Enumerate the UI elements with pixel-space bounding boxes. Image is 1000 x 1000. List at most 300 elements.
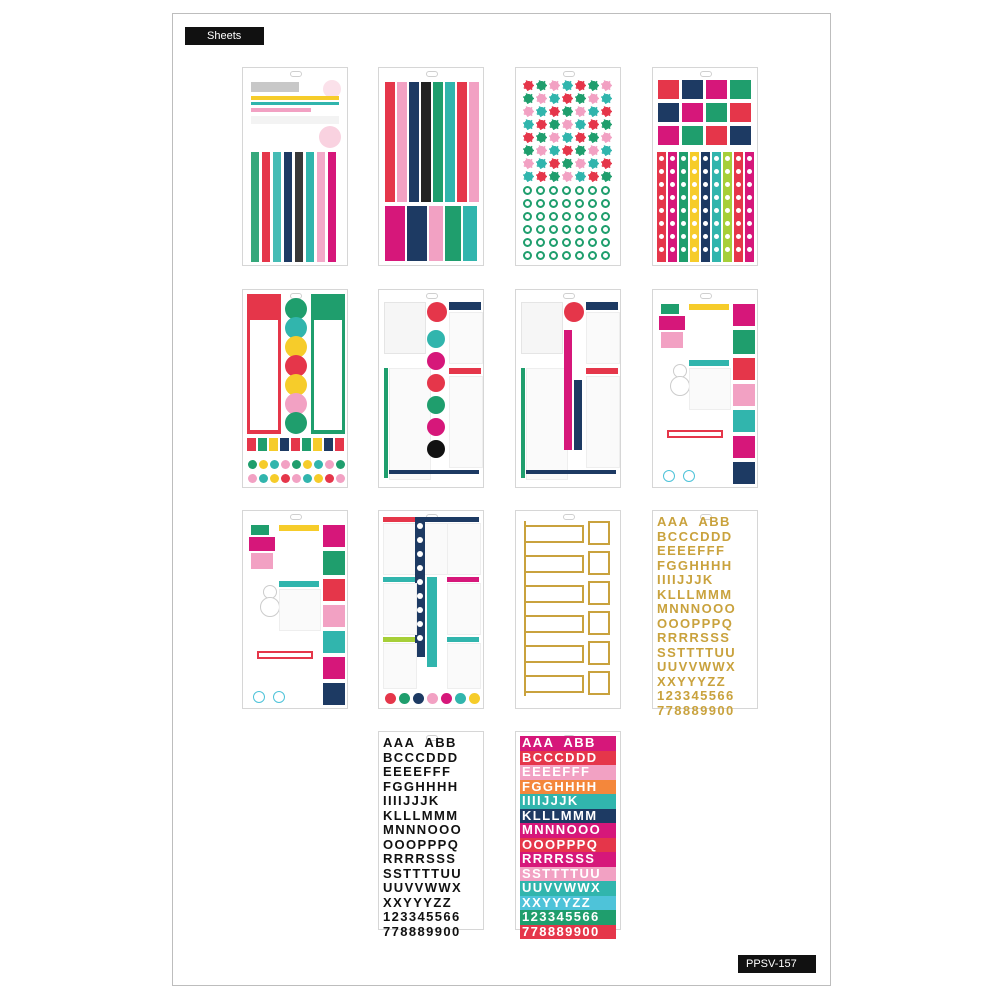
sticker-sheet-color-alphabet (515, 731, 621, 939)
alphabet-row: EEEEFFF (520, 765, 616, 780)
hang-hole (563, 293, 575, 299)
sticker-shape (549, 119, 560, 130)
sticker-shape (714, 195, 719, 200)
sticker-shape (384, 302, 426, 354)
alphabet-row: AAA ABB (520, 736, 616, 751)
sticker-shape (747, 247, 752, 252)
sticker-shape (295, 152, 303, 262)
sticker-shape (469, 82, 479, 202)
sticker-shape (306, 152, 314, 262)
sticker-shape (427, 693, 438, 704)
sticker-shape (588, 238, 597, 247)
alphabet-row: 778889900 (383, 923, 461, 939)
sticker-shape (562, 251, 571, 260)
sticker-shape (270, 460, 279, 469)
sticker-shape (399, 693, 410, 704)
sticker-shape (736, 208, 741, 213)
sticker-shape (703, 156, 708, 161)
sticker-shape (323, 525, 345, 547)
sticker-shape (447, 637, 479, 642)
sticker-shape (523, 93, 534, 104)
sticker-shape (714, 221, 719, 226)
sticker-shape (725, 208, 730, 213)
sticker-shape (447, 523, 481, 575)
sticker-shape (747, 208, 752, 213)
sticker-shape (427, 330, 445, 348)
sticker-shape (521, 302, 563, 354)
sticker-shape (417, 593, 423, 599)
sticker-shape (335, 438, 344, 451)
sticker-shape (601, 225, 610, 234)
sticker-shape (714, 156, 719, 161)
sticker-shape (692, 195, 697, 200)
sticker-shape (601, 80, 612, 91)
alphabet-row: AAA ABB (657, 514, 731, 529)
sticker-shape (417, 551, 423, 557)
sticker-shape (689, 368, 731, 410)
sticker-shape (692, 221, 697, 226)
alphabet-row: UUVVWWX (657, 659, 737, 674)
sticker-shape (455, 693, 466, 704)
sticker-shape (250, 320, 278, 430)
sku-label (738, 955, 816, 973)
sticker-shape (251, 116, 339, 124)
sticker-shape (564, 302, 584, 322)
sticker-shape (445, 82, 455, 202)
sticker-shape (601, 145, 612, 156)
sticker-shape (433, 82, 443, 202)
alphabet-block (383, 736, 479, 939)
sticker-shape (681, 195, 686, 200)
sticker-shape (457, 82, 467, 202)
sticker-shape (549, 225, 558, 234)
sticker-shape (523, 80, 534, 91)
sticker-shape (526, 368, 568, 480)
sticker-shape (575, 93, 586, 104)
sticker-shape (251, 108, 311, 112)
sticker-shape (284, 152, 292, 262)
sticker-shape (730, 126, 751, 145)
sticker-shape (251, 152, 259, 262)
sticker-sheet-holiday-budget (242, 289, 348, 488)
sticker-shape (417, 523, 423, 529)
sticker-shape (575, 171, 586, 182)
sticker-shape (733, 410, 755, 432)
sticker-shape (562, 119, 573, 130)
alphabet-row: 778889900 (657, 702, 735, 718)
sticker-shape (526, 470, 616, 474)
sticker-shape (251, 525, 269, 535)
sticker-shape (682, 80, 703, 99)
sticker-shape (588, 551, 610, 575)
sticker-shape (586, 302, 618, 310)
sticker-shape (285, 412, 307, 434)
sticker-shape (588, 212, 597, 221)
sticker-shape (601, 132, 612, 143)
sticker-shape (417, 565, 423, 571)
sticker-shape (417, 607, 423, 613)
sticker-shape (536, 132, 547, 143)
sticker-shape (323, 579, 345, 601)
sticker-shape (279, 525, 319, 531)
sticker-shape (670, 156, 675, 161)
sticker-shape (588, 251, 597, 260)
sticker-shape (407, 206, 427, 261)
alphabet-row: OOOPPPQ (657, 615, 734, 631)
sticker-shape (575, 119, 586, 130)
sticker-shape (703, 208, 708, 213)
sticker-shape (259, 460, 268, 469)
sticker-shape (292, 474, 301, 483)
sticker-shape (575, 145, 586, 156)
hang-hole (290, 514, 302, 520)
sticker-shape (549, 199, 558, 208)
hang-hole (426, 71, 438, 77)
sticker-shape (736, 234, 741, 239)
sticker-shape (730, 80, 751, 99)
sticker-shape (747, 195, 752, 200)
sticker-shape (725, 234, 730, 239)
sticker-shape (383, 517, 415, 522)
sticker-shape (659, 182, 664, 187)
hang-hole (700, 293, 712, 299)
sticker-shape (247, 438, 256, 451)
sticker-shape (562, 93, 573, 104)
alphabet-row: OOOPPPQ (520, 838, 616, 853)
sticker-shape (659, 247, 664, 252)
sticker-sheet-snowman-boxes (652, 289, 758, 488)
sticker-shape (562, 145, 573, 156)
sticker-shape (562, 186, 571, 195)
sticker-shape (588, 119, 599, 130)
sticker-shape (281, 460, 290, 469)
sticker-shape (730, 103, 751, 122)
sticker-shape (670, 234, 675, 239)
sticker-shape (447, 577, 479, 582)
sticker-shape (262, 152, 270, 262)
sticker-shape (389, 368, 431, 480)
alphabet-row: SSTTTTUU (657, 644, 737, 660)
sticker-shape (269, 438, 278, 451)
sticker-shape (273, 691, 285, 703)
sticker-shape (670, 221, 675, 226)
sticker-shape (323, 657, 345, 679)
sticker-shape (588, 171, 599, 182)
sticker-shape (588, 671, 610, 695)
sticker-shape (681, 182, 686, 187)
sticker-shape (281, 474, 290, 483)
alphabet-row: KLLLMMM (383, 807, 459, 823)
sticker-shape (251, 553, 273, 569)
sticker-shape (601, 119, 612, 130)
sticker-shape (736, 195, 741, 200)
sticker-shape (659, 221, 664, 226)
sticker-shape (706, 126, 727, 145)
sticker-shape (536, 80, 547, 91)
sticker-shape (703, 247, 708, 252)
sticker-shape (536, 106, 547, 117)
sticker-shape (313, 438, 322, 451)
sticker-shape (601, 171, 612, 182)
sticker-shape (658, 126, 679, 145)
sticker-shape (383, 637, 415, 642)
sticker-shape (588, 132, 599, 143)
alphabet-row: MNNNOOO (520, 823, 616, 838)
sticker-shape (575, 212, 584, 221)
sticker-shape (706, 80, 727, 99)
sticker-shape (427, 374, 445, 392)
sticker-shape (681, 169, 686, 174)
sticker-shape (659, 169, 664, 174)
hang-hole (563, 514, 575, 520)
sticker-shape (588, 186, 597, 195)
alphabet-row: BCCCDDD (657, 528, 733, 544)
sticker-shape (314, 320, 342, 430)
sticker-shape (658, 103, 679, 122)
alphabet-row: IIIIJJJK (657, 572, 714, 587)
sticker-shape (524, 521, 526, 696)
sticker-shape (714, 247, 719, 252)
alphabet-row: UUVVWWX (520, 881, 616, 896)
alphabet-row: KLLLMMM (520, 809, 616, 824)
sticker-shape (586, 376, 620, 468)
sticker-shape (564, 330, 572, 450)
sticker-shape (588, 158, 599, 169)
alphabet-row: 123345566 (383, 909, 461, 924)
sticker-shape (523, 158, 534, 169)
sticker-shape (670, 376, 690, 396)
sticker-shape (549, 251, 558, 260)
sticker-shape (427, 577, 437, 667)
sticker-shape (562, 106, 573, 117)
sticker-shape (588, 199, 597, 208)
sticker-shape (523, 225, 532, 234)
sticker-shape (549, 171, 560, 182)
sticker-shape (385, 206, 405, 261)
alphabet-row: 778889900 (520, 925, 616, 940)
sticker-shape (536, 145, 547, 156)
hang-hole (290, 71, 302, 77)
sticker-shape (449, 312, 483, 364)
sticker-shape (249, 537, 275, 551)
sticker-shape (445, 206, 461, 261)
sticker-sheet-black-alphabet (378, 731, 484, 939)
sticker-shape (692, 208, 697, 213)
sticker-shape (586, 368, 618, 374)
sticker-shape (736, 156, 741, 161)
sticker-shape (670, 195, 675, 200)
sticker-shape (681, 156, 686, 161)
sticker-shape (562, 158, 573, 169)
sticker-shape (523, 199, 532, 208)
sticker-shape (383, 577, 415, 582)
sticker-shape (601, 238, 610, 247)
sticker-shape (253, 691, 265, 703)
alphabet-block (657, 515, 753, 718)
sticker-shape (681, 234, 686, 239)
sticker-shape (689, 360, 729, 366)
sticker-shape (317, 152, 325, 262)
sticker-shape (692, 247, 697, 252)
sticker-shape (692, 182, 697, 187)
sticker-shape (681, 221, 686, 226)
sticker-shape (449, 302, 481, 310)
sticker-shape (260, 597, 280, 617)
sticker-shape (733, 436, 755, 458)
sticker-shape (524, 615, 584, 633)
alphabet-row: OOOPPPQ (383, 836, 460, 852)
sticker-shape (692, 234, 697, 239)
sticker-shape (733, 462, 755, 484)
sticker-sheet-peppermint-dots (515, 67, 621, 266)
sticker-shape (588, 521, 610, 545)
sticker-shape (588, 641, 610, 665)
alphabet-row: SSTTTTUU (383, 865, 463, 881)
sticker-shape (417, 579, 423, 585)
sticker-shape (575, 80, 586, 91)
sticker-shape (681, 247, 686, 252)
sticker-shape (747, 182, 752, 187)
alphabet-row: XXYYYZZ (657, 673, 727, 689)
sticker-shape (682, 126, 703, 145)
sticker-shape (524, 555, 584, 573)
sticker-shape (323, 631, 345, 653)
sticker-shape (601, 199, 610, 208)
sticker-shape (427, 352, 445, 370)
sticker-shape (683, 470, 695, 482)
sticker-shape (273, 152, 281, 262)
sticker-shape (251, 82, 299, 92)
sticker-shape (549, 186, 558, 195)
sheets-label-text: Sheets (207, 30, 242, 42)
alphabet-row: UUVVWWX (383, 880, 463, 895)
sticker-shape (292, 460, 301, 469)
sticker-shape (575, 132, 586, 143)
sticker-shape (733, 384, 755, 406)
alphabet-row: AAA ABB (383, 735, 457, 750)
sticker-shape (536, 212, 545, 221)
sticker-shape (659, 195, 664, 200)
sticker-shape (549, 238, 558, 247)
sticker-shape (385, 693, 396, 704)
sticker-shape (549, 93, 560, 104)
sticker-shape (659, 234, 664, 239)
sticker-sheet-countdown-tabs (652, 67, 758, 266)
sticker-shape (575, 199, 584, 208)
sticker-shape (524, 525, 584, 543)
alphabet-row: 123345566 (657, 688, 735, 703)
sticker-shape (736, 247, 741, 252)
sticker-shape (703, 221, 708, 226)
sticker-shape (325, 474, 334, 483)
sticker-shape (661, 304, 679, 314)
alphabet-row: EEEEFFF (657, 543, 726, 558)
sticker-shape (536, 119, 547, 130)
sticker-shape (323, 605, 345, 627)
sticker-shape (248, 460, 257, 469)
sticker-shape (562, 238, 571, 247)
sticker-shape (725, 221, 730, 226)
sticker-shape (523, 119, 534, 130)
sticker-shape (280, 438, 289, 451)
sticker-shape (575, 225, 584, 234)
sticker-shape (523, 186, 532, 195)
sticker-shape (427, 396, 445, 414)
sticker-shape (575, 251, 584, 260)
sticker-shape (270, 474, 279, 483)
sticker-shape (325, 460, 334, 469)
sticker-shape (601, 158, 612, 169)
sticker-shape (667, 430, 723, 438)
alphabet-row: RRRRSSS (383, 851, 457, 866)
sticker-shape (725, 182, 730, 187)
sticker-shape (549, 145, 560, 156)
sticker-shape (663, 470, 675, 482)
sticker-shape (725, 169, 730, 174)
sticker-shape (549, 106, 560, 117)
alphabet-row: RRRRSSS (657, 630, 731, 645)
sticker-shape (279, 589, 321, 631)
sticker-sheet-checklist-columns (378, 510, 484, 709)
sticker-shape (302, 438, 311, 451)
sticker-shape (324, 438, 333, 451)
sticker-shape (747, 221, 752, 226)
sticker-sheet-gift-list (378, 289, 484, 488)
sticker-shape (670, 182, 675, 187)
sticker-shape (524, 675, 584, 693)
sticker-shape (524, 645, 584, 663)
alphabet-row: BCCCDDD (383, 749, 459, 765)
sticker-shape (383, 523, 417, 575)
alphabet-row: FGGHHHH (657, 557, 733, 573)
sticker-shape (257, 651, 313, 659)
sticker-shape (588, 581, 610, 605)
sticker-shape (747, 234, 752, 239)
sticker-shape (714, 169, 719, 174)
sticker-shape (536, 186, 545, 195)
sticker-shape (601, 251, 610, 260)
sticker-sheet-snowman-boxes-2 (242, 510, 348, 709)
sticker-shape (706, 103, 727, 122)
sticker-shape (303, 474, 312, 483)
sticker-shape (588, 80, 599, 91)
sticker-shape (248, 474, 257, 483)
sticker-shape (733, 358, 755, 380)
alphabet-row: MNNNOOO (657, 601, 737, 616)
sticker-shape (536, 158, 547, 169)
sheets-label (185, 27, 264, 45)
sticker-shape (549, 80, 560, 91)
sticker-shape (314, 460, 323, 469)
sticker-shape (562, 171, 573, 182)
alphabet-row: RRRRSSS (520, 852, 616, 867)
sticker-shape (251, 96, 339, 100)
sticker-shape (725, 247, 730, 252)
sticker-shape (447, 583, 481, 635)
sticker-shape (588, 93, 599, 104)
sticker-shape (427, 440, 445, 458)
sticker-shape (421, 82, 431, 202)
sticker-shape (736, 221, 741, 226)
alphabet-row: MNNNOOO (383, 822, 463, 837)
sticker-shape (523, 171, 534, 182)
sticker-shape (449, 368, 481, 374)
sticker-shape (523, 106, 534, 117)
sticker-shape (258, 438, 267, 451)
sticker-shape (703, 195, 708, 200)
sticker-shape (575, 106, 586, 117)
sticker-shape (427, 302, 447, 322)
